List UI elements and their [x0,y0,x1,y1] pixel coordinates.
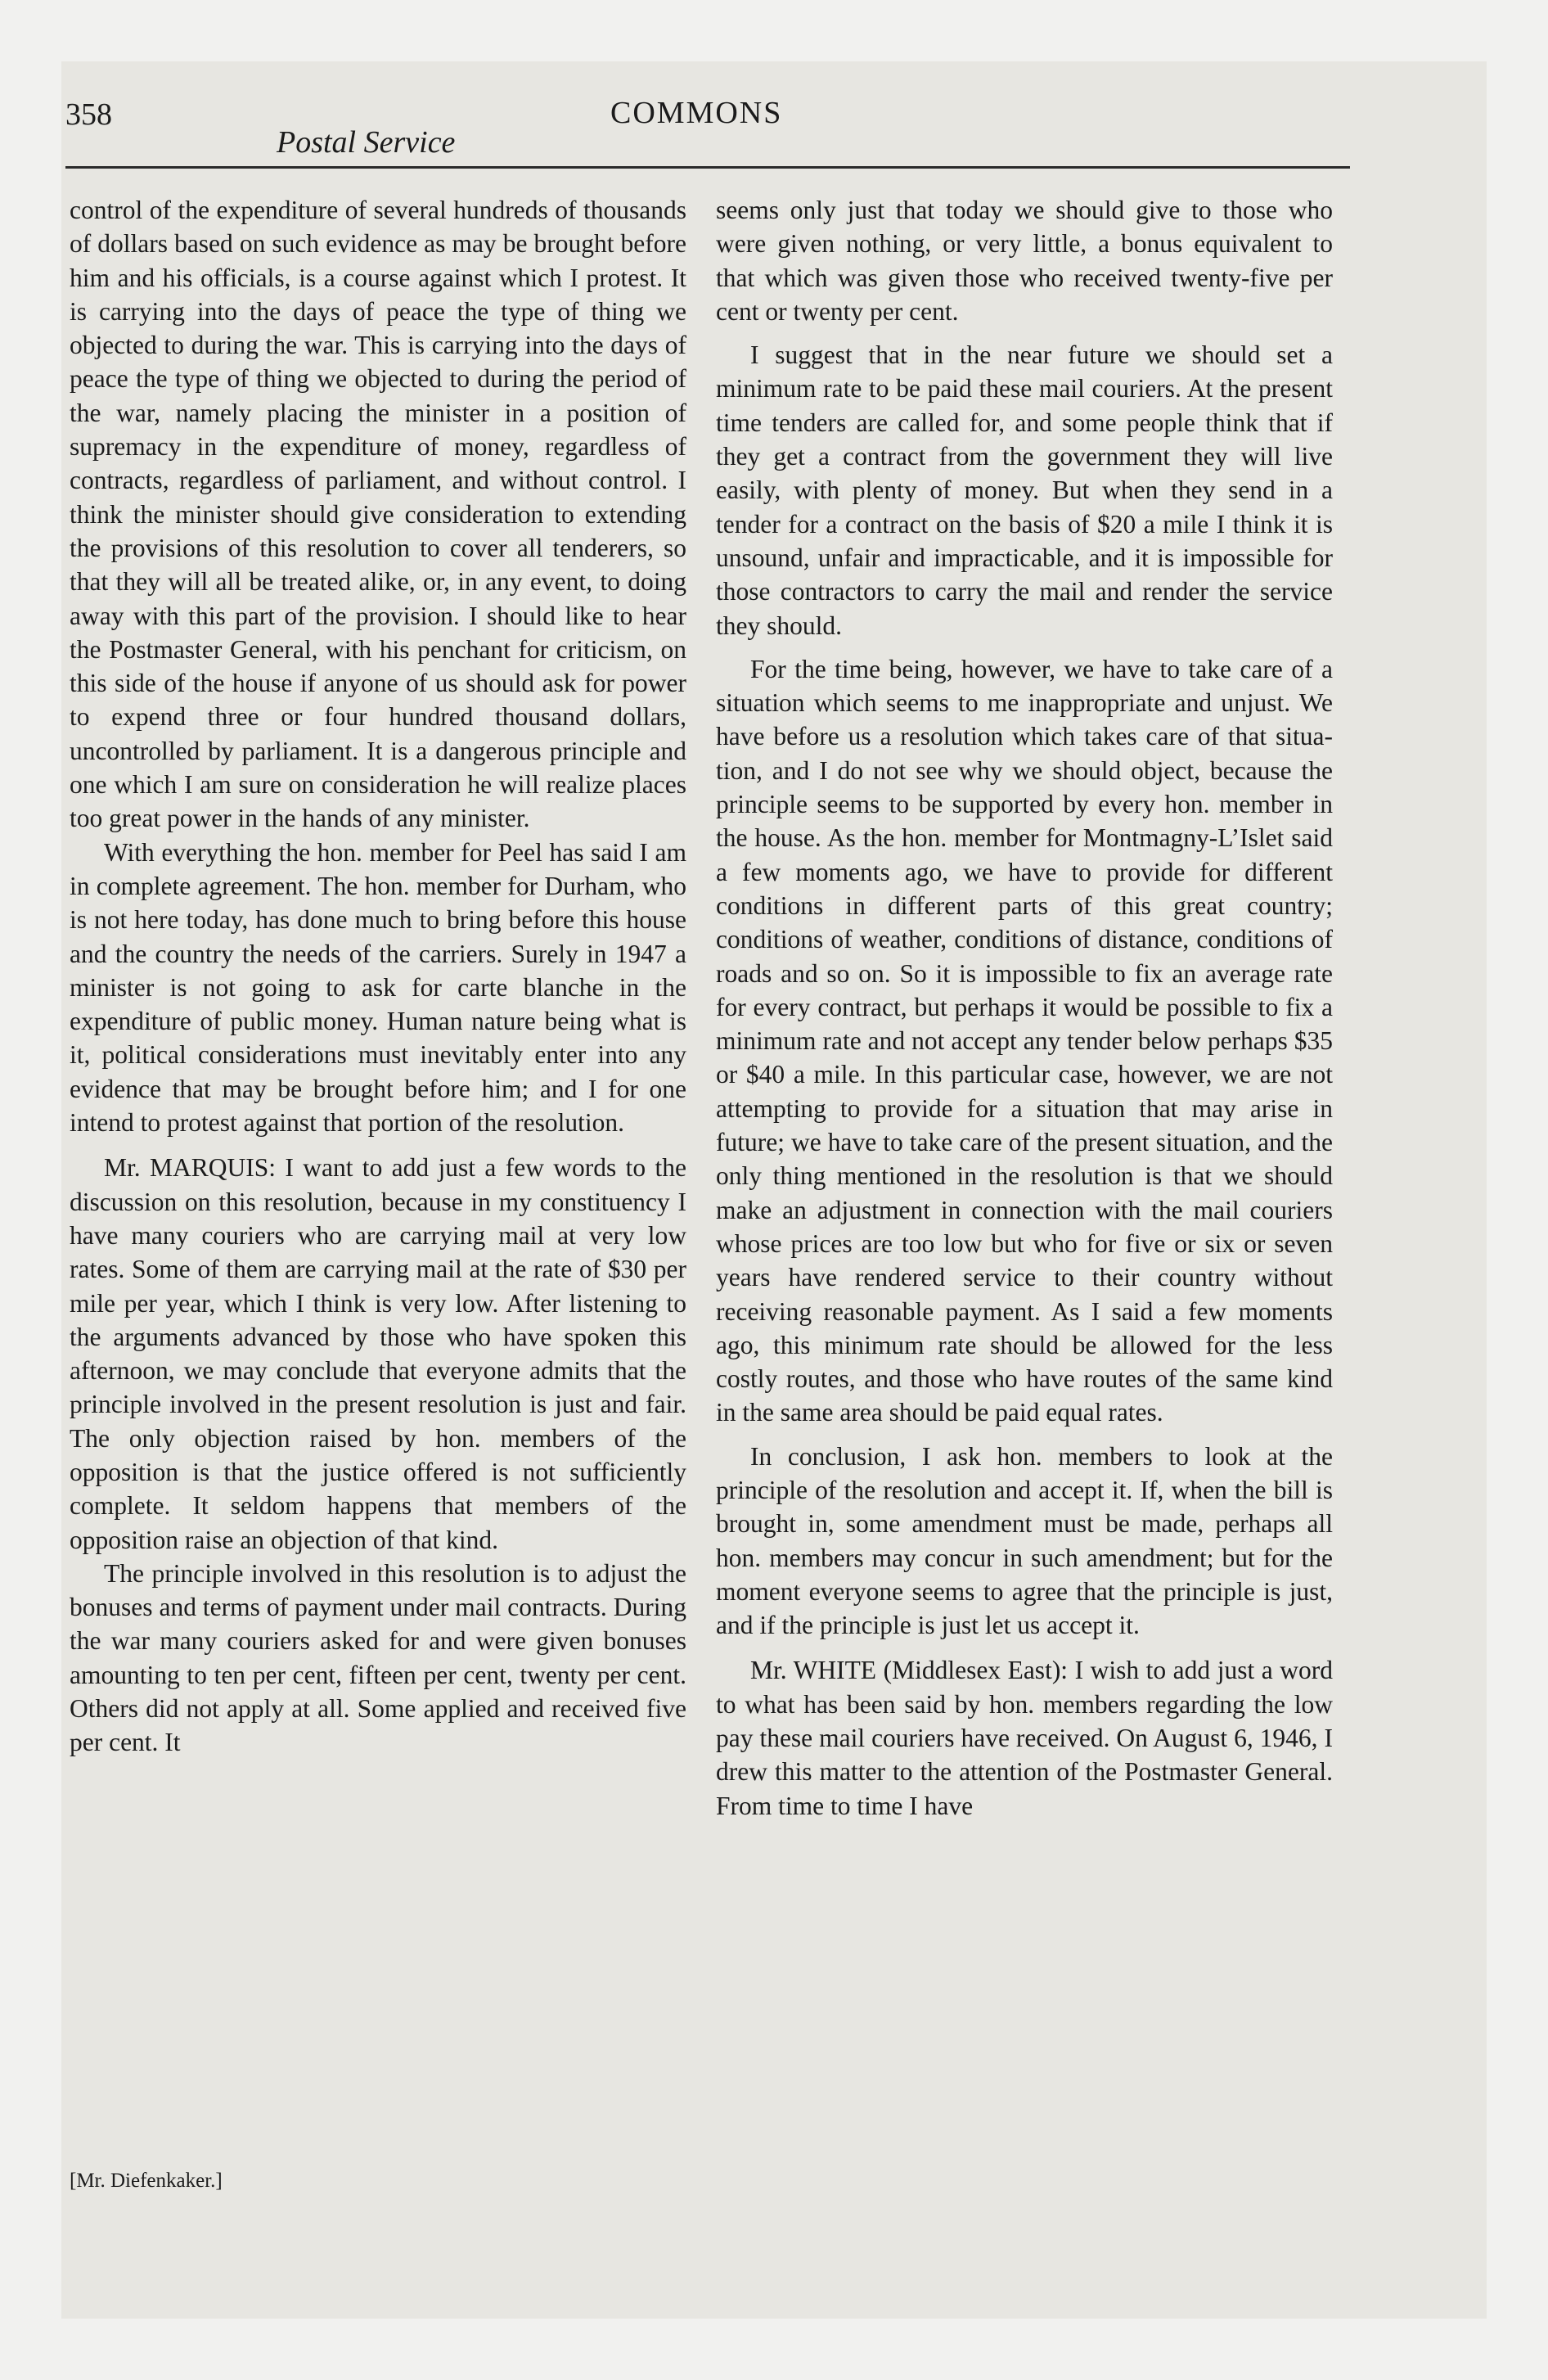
right-column [716,193,1333,1823]
footer-speaker-note: [Mr. Diefenkaker.] [70,2170,223,2192]
paragraph: The principle involved in this resolution is to adjust the bonuses and terms of payment under mail contracts. During the war many couriers asked for and were given bonuses amounting to ten per cent, fifteen per cent, twenty per cent. Others did not apply at all. Some applied and received five per cent. It [70,1558,686,1757]
paragraph: For the time being, however, we have to take care of a situation which seems to me inappropriate and unjust. We have before us a resolution which takes care of that situation, and I do not see why we should object, because the principle seems to be supported by every hon. member in the house. As the hon. member for Montmagny-L’Islet said a few moments ago, we have to provide for different conditions in different parts of this great country; conditions of weather, conditions of distance, conditions of roads and so on. So it is impossible to fix an average rate for every contract, but perhaps it would be possible to fix a minimum rate and not accept any tender below perhaps $35 or $40 a mile. In this particular case, however, we are not attempting to provide for a situation that may arise in future; we have to take care of the present situation, and the only thing mentioned in the resolution is that we should make an adjustment in connection with the mail couriers whose prices are too low but who for five or six or seven years have rendered service to their country without receiving reasonable payment. As I said a few moments ago, this minimum rate should be allowed for the less costly routes, and those who have routes of the same kind in the same area should be paid equal rates. [716,654,1333,1427]
page-number: 358 [65,97,112,132]
paragraph: Mr. WHITE (Middlesex East): I wish to add just a word to what has been said by hon. members regarding the low pay these mail couriers have received. On August 6, 1946, I drew this matter to the attention of the Postmaster General. From time to time I have [716,1656,1333,1820]
paragraph: control of the expenditure of several hundreds of thousands of dollars based on such evidence as may be brought before him and his officials, is a course against which I protest. It is carrying into the days of peace the type of thing we objected to during the war. This is carrying into the days of peace the type of thing we objected to during the period of the war, namely placing the minister in a position of supremacy in the expenditure of money, regardless of contracts, regardless of parliament, and without control. I think the minister should give consideration to extending the provisions of this resolution to cover all tenderers, so that they will all be treated alike, or, in any event, to doing away with this part of the provision. I should like to hear the Postmaster General, with his penchant for criticism, on this side of the house if anyone of us should ask for power to expend three or four hundred thousand dollars, uncontrolled by parliament. It is a dangerous principle and one which I am sure on consideration he will realize places too great power in the hands of any minister. [70,196,686,833]
paragraph: With everything the hon. member for Peel has said I am in complete agreement. The hon. member for Durham, who is not here today, has done much to bring before this house and the country the needs of the carriers. Surely in 1947 a minister is not going to ask for carte blanche in the expenditure of public money. Human nature being what is it, political considerations must inevitably enter into any evidence that may be brought before him; and I for one intend to protest against that portion of the resolution. [70,837,686,1138]
left-column [70,193,686,1760]
paragraph: Mr. MARQUIS: I want to add just a few words to the discussion on this resolution, because in my constituency I have many couriers who are carrying mail at very low rates. Some of them are carrying mail at the rate of $30 per mile per year, which I think is very low. After listening to the arguments advanced by those who have spoken this afternoon, we may conclude that everyone admits that the principle involved in the present resolution is just and fair. The only objection raised by hon. members of the opposition is that the justice offered is not sufficiently complete. It seldom happens that members of the opposition raise an objection of that kind. [70,1153,686,1554]
section-title: Postal Service [277,125,456,160]
running-title: COMMONS [610,96,783,130]
paragraph: I suggest that in the near future we should set a minimum rate to be paid these mail couriers. At the present time tenders are called for, and some people think that if they get a contract from the government they will live easily, with plenty of money. But when they send in a tender for a contract on the basis of $20 a mile I think it is unsound, unfair and impracticable, and it is impossible for those contractors to carry the mail and render the service they should. [716,340,1333,640]
paragraph: In conclusion, I ask hon. members to look at the principle of the resolution and accept it. If, when the bill is brought in, some amendment must be made, perhaps all hon. members may concur in such amendment; but for the moment everyone seems to agree that the principle is just, and if the principle is just let us accept it. [716,1441,1333,1640]
header-rule [65,166,1350,169]
paragraph: seems only just that today we should give to those who were given nothing, or very little, a bonus equivalent to that which was given those who received twenty-five per cent or twenty per cent. [716,196,1333,326]
